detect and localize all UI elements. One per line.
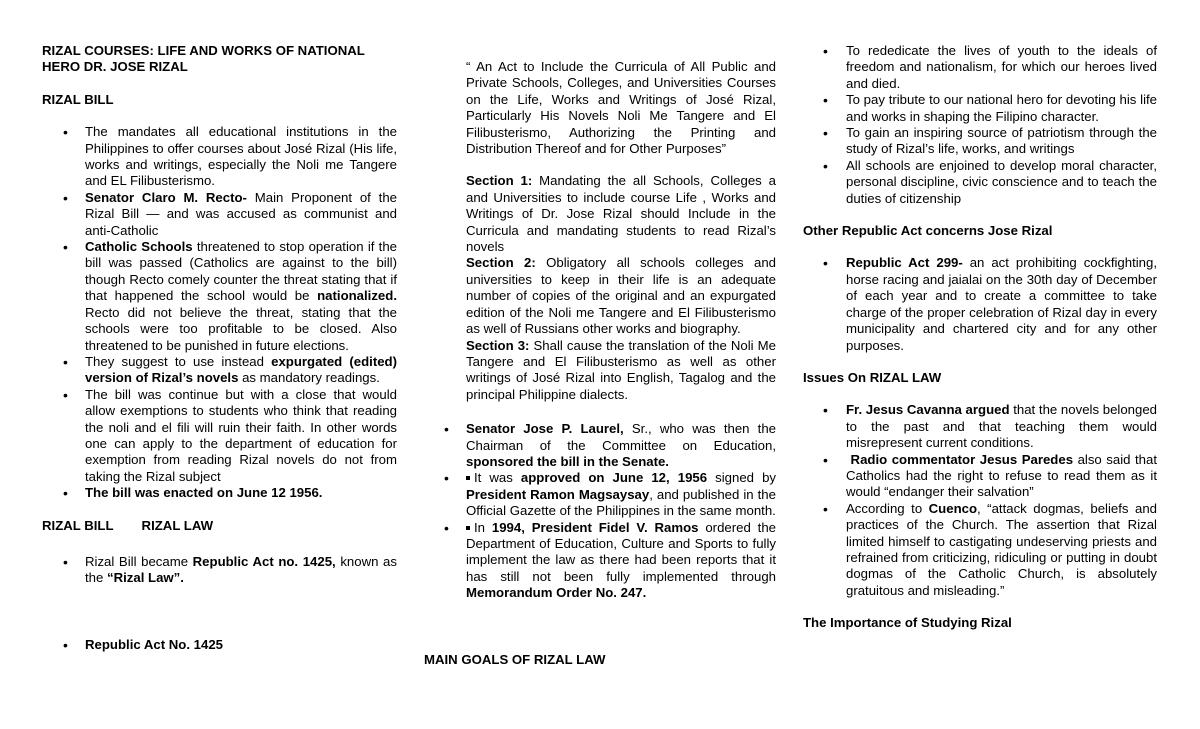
document-title: RIZAL COURSES: LIFE AND WORKS OF NATIONAL HERO DR. JOSE RIZAL bbox=[42, 43, 365, 75]
list-item: • Republic Act 299- an act prohibiting cockfighting, horse racing and jaialai on the 30th day of December of each year and to create a committee to take charge of the proper celebration of Rizal day in every municipality and chartered city and for any other purposes. bbox=[803, 255, 1157, 353]
heading-main-goals: MAIN GOALS OF RIZAL LAW bbox=[424, 652, 606, 667]
list-item: • The bill was continue but with a close that would allow exemptions to students who think that reading the noli and el fili will ruin their faith. In other words one can apply to the department of education for exemption from reading Rizal novels do not from taking the Rizal subject bbox=[42, 387, 397, 485]
list-item: • The bill was enacted on June 12 1956. bbox=[42, 485, 397, 501]
list-item: • Catholic Schools threatened to stop operation if the bill was passed (Catholics are against to the bill) though Recto comely counter the threat stating that if that happened the school would be nationalized. Recto did not believe the threat, stating that the schools were too profitable to be closed. Also threatened to be punished in future elections. bbox=[42, 239, 397, 354]
list-item: • All schools are enjoined to develop moral character, personal discipline, civic conscience and to teach the duties of citizenship bbox=[803, 158, 1157, 207]
section-1: Section 1: Mandating the all Schools, Colleges a and Universities to include course Life , Works and Writings of Dr. Jose Rizal should Include in the Curricula and mandating students to read Rizal’s novels bbox=[466, 173, 776, 255]
list-item: • Radio commentator Jesus Paredes also said that Catholics had the right to refuse to read them as it would “endanger their salvation” bbox=[803, 452, 1157, 501]
list-item: • Republic Act No. 1425 bbox=[42, 637, 397, 653]
list-item: • According to Cuenco, “attack dogmas, beliefs and practices of the Church. The assertion that Rizal limited himself to castigating undeserving priests and refrained from criticizing, ridiculing or putting in doubt dogmas of the Catholic Church, is absolutely gratuitous and misleading.” bbox=[803, 501, 1157, 599]
list-item: • Senator Claro M. Recto- Main Proponent of the Rizal Bill — and was accused as communist and anti-Catholic bbox=[42, 190, 397, 239]
column-left bbox=[42, 43, 397, 653]
list-item: • Fr. Jesus Cavanna argued that the novels belonged to the past and that teaching them would misrepresent current conditions. bbox=[803, 402, 1157, 451]
issues-list bbox=[803, 402, 1157, 599]
square-bullet-icon bbox=[466, 526, 470, 530]
rizal-bill-list bbox=[42, 124, 397, 501]
list-item: • They suggest to use instead expurgated (edited) version of Rizal’s novels as mandatory readings. bbox=[42, 354, 397, 387]
act-title: “ An Act to Include the Curricula of All Public and Private Schools, Colleges, and Universities Courses on the Life, Works and Writings of José Rizal, Particularly His Novels Noli Me Tangere and El Filibusterismo, Authorizing the Printing and Distribution Thereof and for Other Purposes” bbox=[466, 59, 776, 157]
section-2: Section 2: Obligatory all schools colleges and universities to keep in their life is an adequate number of copies of the original and an expurgated edition of the Noli me Tangere and El Filibusterismo as well of Russians other works and biography. bbox=[466, 255, 776, 337]
heading-other-acts: Other Republic Act concerns Jose Rizal bbox=[803, 223, 1053, 239]
heading-issues: Issues On RIZAL LAW bbox=[803, 369, 942, 385]
square-bullet-icon bbox=[466, 476, 470, 480]
heading-importance: The Importance of Studying Rizal bbox=[803, 615, 1012, 631]
list-item: • Rizal Bill became Republic Act no. 1425, known as the “Rizal Law”. bbox=[42, 554, 397, 587]
column-right bbox=[803, 43, 1157, 632]
heading-rizal-bill: RIZAL BILL bbox=[42, 91, 114, 107]
rizal-law-list bbox=[42, 554, 397, 587]
section-3: Section 3: Shall cause the translation of the Noli Me Tangere and El Filibusterismo as well as other writings of José Rizal into English, Tagalog and the principal Philippine dialects. bbox=[466, 337, 776, 402]
heading-bill-law: RIZAL BILL RIZAL LAW bbox=[42, 517, 214, 533]
list-item: • To gain an inspiring source of patriotism through the study of Rizal’s life, works, and writings bbox=[803, 125, 1157, 158]
list-item: • Senator Jose P. Laurel, Sr., who was then the Chairman of the Committee on Education, sponsored the bill in the Senate. bbox=[423, 421, 776, 470]
column-middle bbox=[466, 43, 776, 602]
history-list bbox=[423, 421, 776, 601]
republic-act-list bbox=[42, 637, 397, 653]
goals-list bbox=[803, 43, 1157, 207]
list-item: • To rededicate the lives of youth to the ideals of freedom and nationalism, for which our heroes lived and died. bbox=[803, 43, 1157, 92]
list-item: • It was approved on June 12, 1956 signed by President Ramon Magsaysay, and published in the Official Gazette of the Philippines in the same month. bbox=[423, 470, 776, 519]
list-item: • To pay tribute to our national hero for devoting his life and works in shaping the Filipino character. bbox=[803, 92, 1157, 125]
list-item: • The mandates all educational institutions in the Philippines to offer courses about José Rizal (His life, works and writings, especially the Noli me Tangere and EL Filibusterismo. bbox=[42, 124, 397, 190]
other-acts-list bbox=[803, 255, 1157, 353]
list-item: • In 1994, President Fidel V. Ramos ordered the Department of Education, Culture and Sports to fully implement the law as there had been reports that it has still not been fully implemented through Memorandum Order No. 247. bbox=[423, 520, 776, 602]
